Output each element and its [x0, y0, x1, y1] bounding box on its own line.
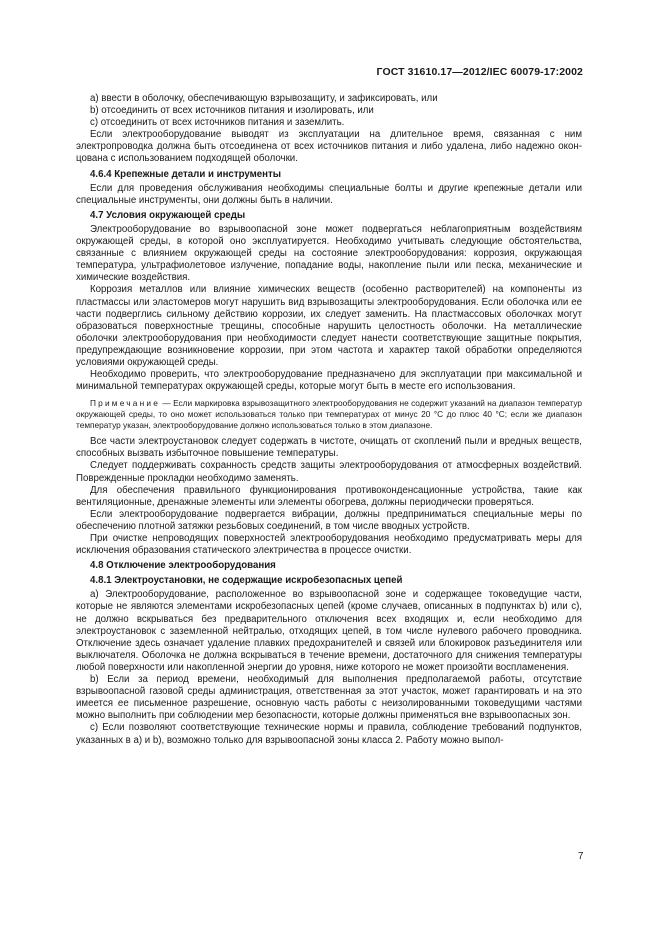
paragraph-environment-3: Необходимо проверить, что электрооборудование предназначено для эксплуатации при максимальной и минимальной температурах окружающей среды, которые могут быть в месте его использования.: [76, 369, 582, 393]
section-heading-4-8: 4.8 Отключение электрооборудования: [90, 560, 276, 572]
section-heading-4-6-4: 4.6.4 Крепежные детали и инструменты: [90, 168, 282, 180]
page-number: 7: [578, 851, 584, 862]
page-body: [76, 93, 582, 747]
paragraph-disconnect-a: a) Электрооборудование, расположенное во взрывоопасной зоне и содержащее токоведущие части, которые не являются элементами искробезопасных цепей (кроме случаев, описанных в подпунктах b) или c), не должно вскрываться без предварительного отключения всех входящих и, если необходимо для электроустановок с заземленной нейтралью, отходящих цепей, в том числе нулевого рабочего проводника. Отключение здесь означает удаление плавких предохранителей и связей или блокировок разъединителя или выключателя. Оболочка не должна вскрываться в течение времени, достаточного для снижения температуры любой поверхности или накопленной энергии до уровня, ниже которого не может произойти воспламенения.: [76, 589, 582, 673]
note-lead: Примечание: [90, 398, 161, 409]
paragraph-environment-2: Коррозия металлов или влияние химических веществ (особенно растворителей) на компоненты из пластмассы или эластомеров могут нарушить вид взрывозащиты электрооборудования. Если оболочка или ее части подверглись сильному действию коррозии, их следует заменить. На пластмассовых оболочках могут образоваться поверхностные трещины, способные нарушить целостность оболочки. На металлические оболочки электрооборудования при необходимости следует нанести соответствующие защитные покрытия, предупреждающие возникновение коррозии, при этом частота и характер такой обработки определяются условиями окружающей среды.: [76, 284, 582, 368]
paragraph-fasteners: Если для проведения обслуживания необходимы специальные болты и другие крепежные детали или специальные инструменты, они должны быть в наличии.: [76, 182, 582, 206]
paragraph-disconnect-b: b) Если за период времени, необходимый для выполнения предполагаемой работы, отсутствие взрывоопасной газовой среды администрация, ответственная за этот участок, может гарантировать и на это имеется ее письменное разрешение, основную часть работы с неизолированными токоведущими частями можно выполнить при соблюдении мер безопасности, которые должны применяться вне взрывоопасных зон.: [76, 674, 582, 722]
section-heading-4-7: 4.7 Условия окружающей среды: [90, 209, 246, 221]
paragraph-environment-6: Для обеспечения правильного функционирования противоконденсационные устройства, такие как вентиляционные, дренажные элементы или элементы обогрева, должны периодически проверяться.: [76, 484, 582, 508]
list-item-c: c) отсоединить от всех источников питания и заземлить.: [90, 117, 345, 129]
list-item-b: b) отсоединить от всех источников питания и изолировать, или: [90, 105, 374, 117]
paragraph-environment-4: Все части электроустановок следует содержать в чистоте, очищать от скоплений пыли и вредных веществ, способных вызвать избыточное повышение температуры.: [76, 436, 582, 460]
section-heading-4-8-1: 4.8.1 Электроустановки, не содержащие искробезопасных цепей: [90, 575, 403, 587]
paragraph-environment-7: Если электрооборудование подвергается вибрации, должны предприниматься специальные меры по обеспечению плотной затяжки резьбовых соединений, в том числе вводных устройств.: [76, 508, 582, 532]
note-text: — Если маркировка взрывозащитного электрооборудования не содержит указаний на диапазон температур окружающей среды, то оно может использоваться только при температурах от минус 20 °С до плюс 40 °С; если же диапазон температур указан, электрооборудование должно использоваться только в этом диапазоне.: [76, 398, 582, 431]
paragraph-environment-8: При очистке непроводящих поверхностей электрооборудования необходимо предусматривать меры для исключения образования статического электричества в процессе очистки.: [76, 533, 582, 557]
standard-header: ГОСТ 31610.17—2012/IEC 60079-17:2002: [376, 66, 583, 78]
note-block: [76, 398, 582, 431]
paragraph-disconnect-c: c) Если позволяют соответствующие технические нормы и правила, соблюдение требований подпунктов, указанных в a) и b), возможно только для взрывоопасной зоны класса 2. Работу можно выпол-: [76, 722, 582, 746]
paragraph-environment-1: Электрооборудование во взрывоопасной зоне может подвергаться неблагоприятным воздействиям окружающей среды, в которой оно эксплуатируется. Необходимо учитывать следующие обстоятельства, связанные с влиянием окружающей среды на состояние электрооборудования: коррозия, окружающая температура, ультрафиолетовое излучение, попадание воды, накопление пыли или песка, механические и химические воздействия.: [76, 223, 582, 284]
paragraph-environment-5: Следует поддерживать сохранность средств защиты электрооборудования от атмосферных воздействий. Поврежденные прокладки необходимо заменять.: [76, 460, 582, 484]
paragraph-decommission: Если электрооборудование выводят из эксплуатации на длительное время, связанная с ним электропроводка должна быть отсоединена от всех источников питания и либо удалена, либо надежно оконцована с использованием подходящей оболочки.: [76, 129, 582, 165]
list-item-a: a) ввести в оболочку, обеспечивающую взрывозащиту, и зафиксировать, или: [90, 93, 438, 104]
